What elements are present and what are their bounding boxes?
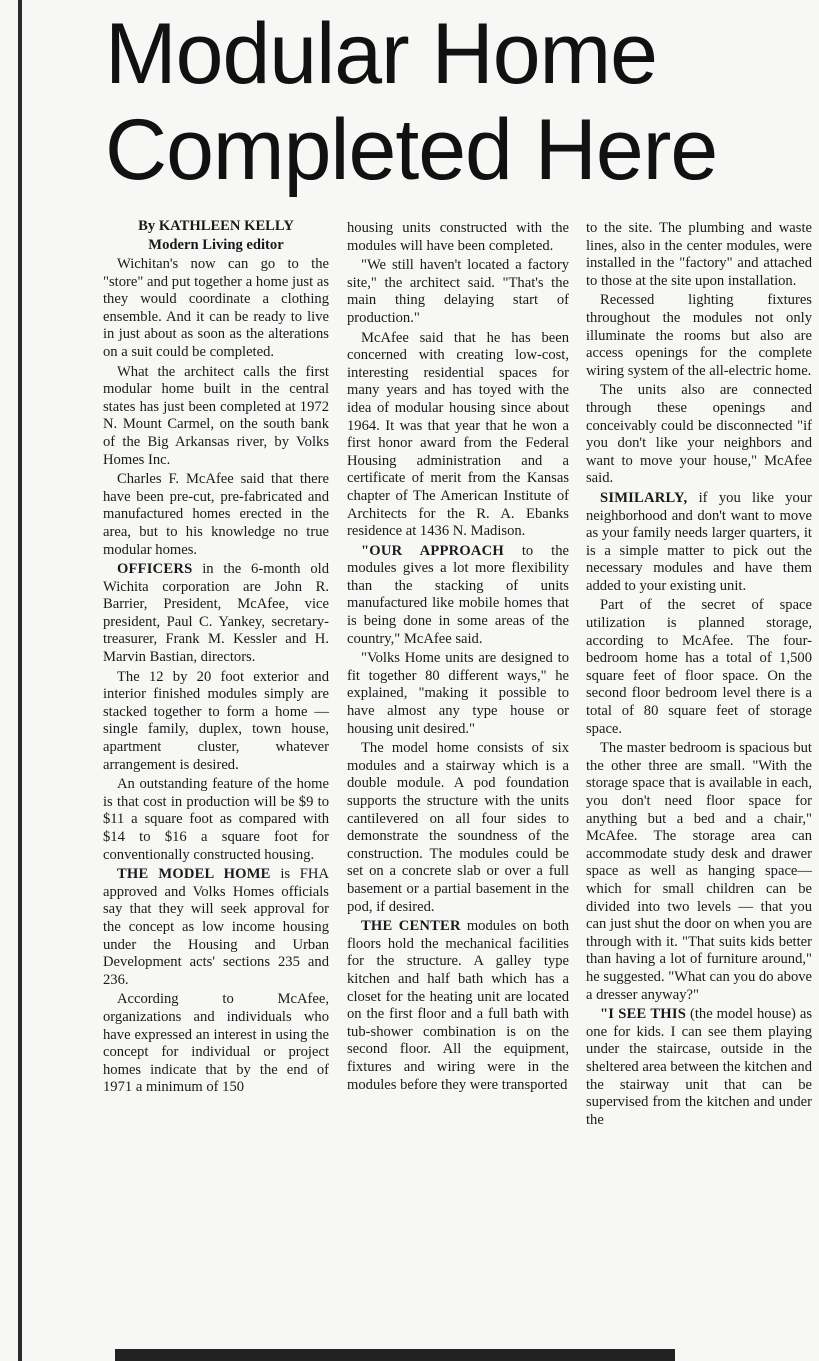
paragraph-text: to the modules gives a lot more flexibility than the stacking of units manufactured like mobile homes that is being done in some areas of the country," McAfee said. [347, 542, 569, 647]
byline-role: Modern Living editor [148, 237, 284, 253]
paragraph-text: The master bedroom is spacious but the other three are small. "With the storage space that is available in each, you don't need floor space for anything but a bed and a chair," McAfee. The storage area can accommodate study desk and drawer space as well as hanging space—which for small children can be divided into two levels — that you can just shut the door on when you are through with it. "That suits kids better than having a lot of furniture around," he suggested. "What can you do above a dresser anyway?" [586, 740, 813, 1003]
article-column-2 [347, 220, 569, 1096]
paragraph-text: "Volks Home units are designed to fit together 80 different ways," he explained, "making it possible to have almost any type house or housing unit desired." [347, 650, 569, 737]
paragraph-text: Wichitan's now can go to the "store" and put together a home just as they would coordinate a clothing ensemble. And it can be ready to live in just about as soon as the alterations on a suit could be completed. [103, 256, 329, 360]
paragraph [103, 561, 329, 667]
article-column-3 [586, 220, 812, 1131]
byline-author: By KATHLEEN KELLY [138, 218, 294, 234]
column-3-body [586, 220, 812, 1129]
paragraph [103, 669, 329, 775]
paragraph-text: The model home consists of six modules and a stairway which is a double module. A pod foundation supports the structure with the units cantilevered on all four sides to demonstrate the soundness of the construction. The modules could be set on a concrete slab or over a full basement or a partial basement in the pod, if desired. [347, 740, 569, 915]
paragraph-text: The units also are connected through these openings and conceivably could be disconnected "if you don't like your neighbors and want to move your house," McAfee said. [586, 382, 812, 487]
paragraph-text: if you like your neighborhood and don't want to move as your family needs larger quarters, it is a simple matter to pick out the necessary modules and have them added to your existing unit. [586, 489, 812, 594]
paragraph [586, 740, 812, 1004]
paragraph-text: is FHA approved and Volks Homes officials say that they will seek approval for the concept as low income housing under the Housing and Urban Development acts' sections 235 and 236. [103, 866, 329, 988]
column-2-body [347, 220, 569, 1094]
paragraph [347, 543, 569, 649]
paragraph [347, 740, 569, 916]
paragraph [347, 918, 569, 1094]
paragraph [586, 292, 812, 380]
paragraph [103, 866, 329, 989]
column-rule [18, 0, 22, 1361]
paragraph [586, 382, 812, 488]
paragraph [103, 256, 329, 362]
paragraph [103, 471, 329, 559]
paragraph-text: Recessed lighting fixtures throughout the modules not only illuminate the rooms but also are access openings for the complete wiring system of the all-electric home. [586, 292, 812, 379]
paragraph [103, 991, 329, 1097]
paragraph-text: Part of the secret of space utilization is planned storage, according to McAfee. The four-bedroom home has a total of 1,500 square feet of floor space. On the second floor bedroom level there is a total of 80 square feet of storage space. [586, 597, 812, 737]
paragraph-lead: THE MODEL HOME [117, 866, 271, 883]
paragraph-lead: "I SEE THIS [600, 1006, 687, 1023]
paragraph-text: to the site. The plumbing and waste lines, also in the center modules, were installed in the "factory" and attached to those at the site upon installation. [586, 220, 812, 289]
paragraph-text: What the architect calls the first modular home built in the central states has just been completed at 1972 N. Mount Carmel, on the south bank of the Big Arkansas river, by Volks Homes Inc. [103, 363, 329, 468]
paragraph-text: McAfee said that he has been concerned with creating low-cost, interesting residential spaces for many years and has toyed with the idea of modular housing since about 1964. It was that year that he won a first honor award from the Federal Housing administration and a certificate of merit from the Kansas chapter of The American Institute of Architects for the R. A. Ebanks residence at 1436 N. Madison. [347, 329, 569, 540]
paragraph [586, 1006, 812, 1129]
paragraph [347, 650, 569, 738]
paragraph [347, 257, 569, 327]
paragraph [586, 220, 812, 290]
paragraph [586, 597, 812, 738]
paragraph [586, 490, 812, 596]
paragraph-text: According to McAfee, organizations and individuals who have expressed an interest in using the concept for individual or project homes indicate that by the end of 1971 a minimum of 150 [103, 991, 329, 1096]
paragraph-text: An outstanding feature of the home is that cost in production will be $9 to $11 a square foot as compared with $14 to $16 a square foot for conventionally constructed housing. [103, 776, 329, 863]
paragraph-text: (the model house) as one for kids. I can see them playing under the staircase, outside in the sheltered area between the kitchen and the stairway unit that can be supervised from the kitchen and under the [586, 1006, 812, 1128]
paragraph [347, 220, 569, 255]
headline: Modular Home Completed Here [105, 6, 718, 198]
paragraph-text: Charles F. McAfee said that there have been pre-cut, pre-fabricated and manufactured homes erected in the area, but to his knowledge no true modular homes. [103, 471, 329, 558]
paragraph-text: modules on both floors hold the mechanical facilities for the structure. A galley type kitchen and half bath which has a closet for the heating unit are located on the first floor and a full bath with tub-shower combination is on the second floor. All the equipment, fixtures and wiring were in the modules before they were transported [347, 918, 569, 1093]
paragraph-text: housing units constructed with the modules will have been completed. [347, 220, 569, 254]
paragraph-lead: THE CENTER [361, 918, 461, 935]
paragraph-lead: OFFICERS [117, 561, 193, 578]
paragraph-text: in the 6-month old Wichita corporation are John R. Barrier, President, McAfee, vice president, Paul C. Yankey, secretary-treasurer, Frank M. Kessler and H. Marvin Bastian, directors. [103, 561, 329, 666]
article-column-1 [103, 218, 329, 1099]
column-1-body [103, 256, 329, 1097]
paragraph [347, 330, 569, 541]
paragraph-text: The 12 by 20 foot exterior and interior finished modules simply are stacked together to form a home — single family, duplex, town house, apartment cluster, whatever arrangement is desired. [103, 668, 329, 773]
bottom-border-bar [115, 1349, 675, 1361]
paragraph [103, 776, 329, 864]
paragraph-text: "We still haven't located a factory site," the architect said. "That's the main thing delaying start of production." [347, 257, 569, 326]
paragraph-lead: "OUR APPROACH [361, 542, 504, 559]
paragraph-lead: SIMILARLY, [600, 489, 688, 506]
paragraph [103, 364, 329, 470]
